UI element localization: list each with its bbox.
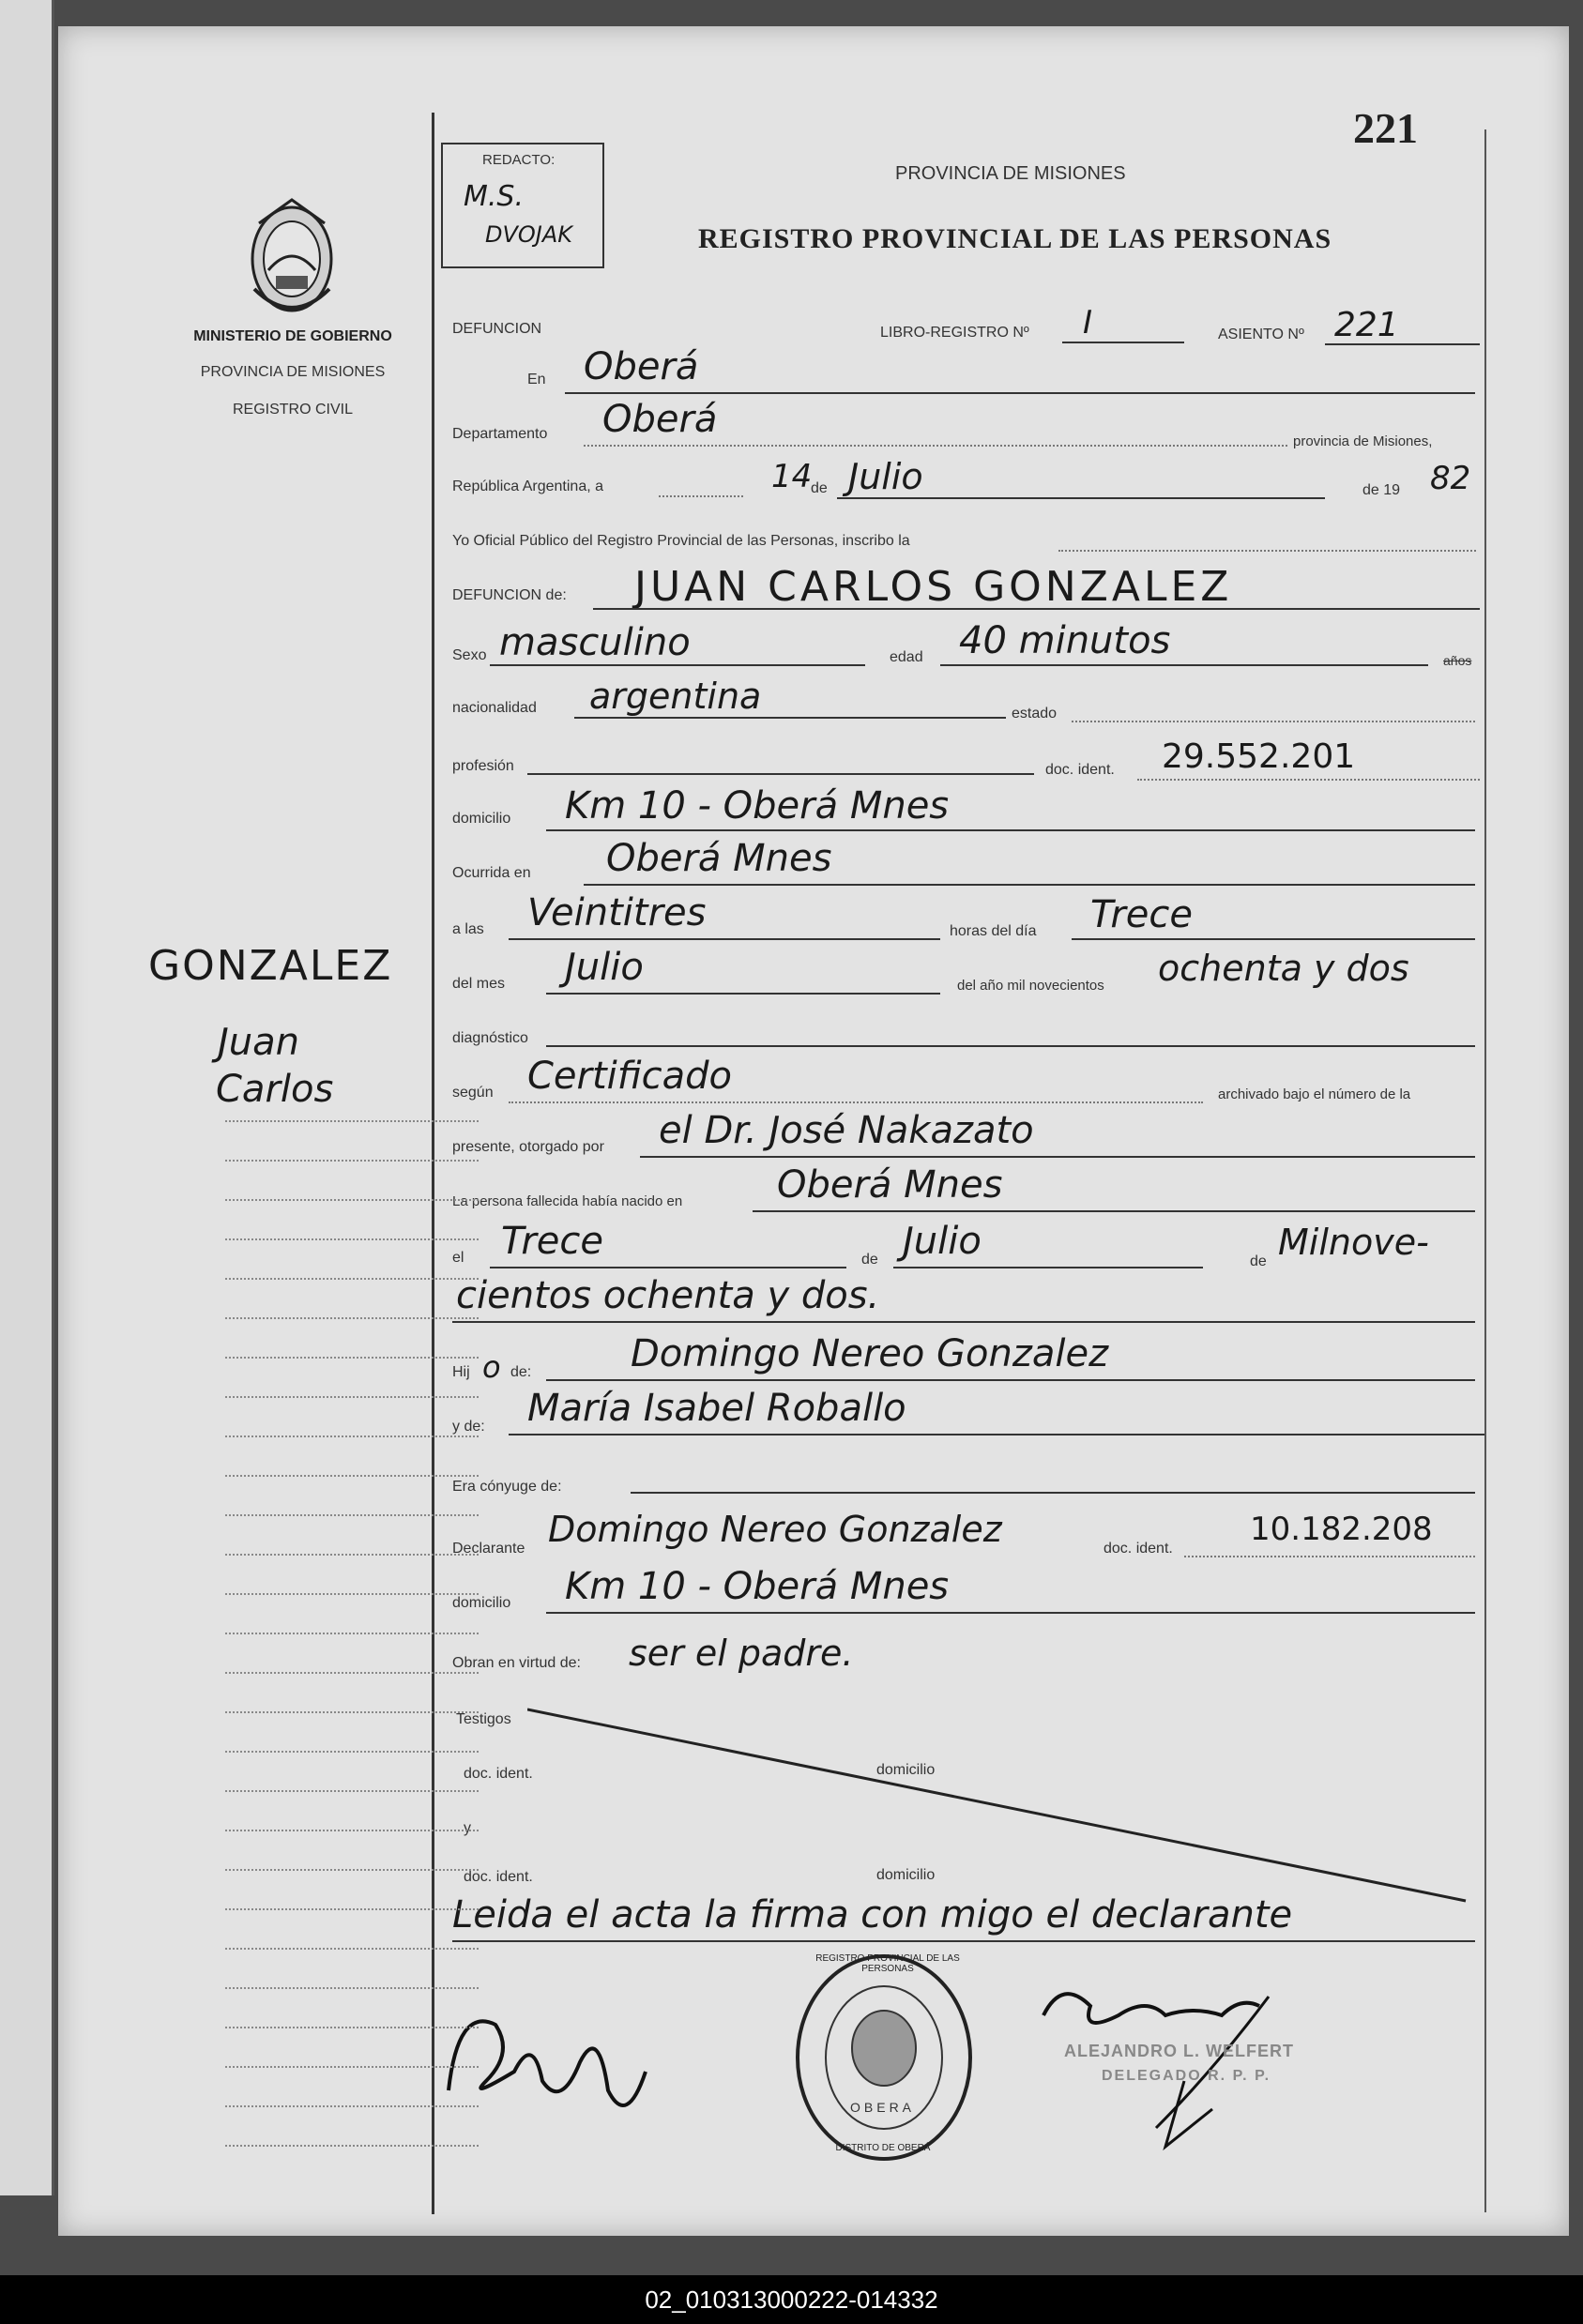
hijo-suffix: o [482,1349,501,1385]
sexo-label: Sexo [452,647,487,663]
margin-given-1: Juan [218,1021,300,1064]
declarante-name: Domingo Nereo Gonzalez [548,1509,1002,1550]
nacionalidad-line [574,717,1006,719]
presente-value: el Dr. José Nakazato [659,1109,1034,1152]
docident-label: doc. ident. [1045,762,1115,778]
official-title: DELEGADO R. P. P. [1102,2068,1271,2084]
libro-line [1062,342,1184,343]
declarante-dom-value: Km 10 - Oberá Mnes [565,1565,950,1608]
segun-value: Certificado [527,1055,732,1098]
province-heading: PROVINCIA DE MISIONES [895,163,1126,184]
el-line [490,1267,846,1268]
asiento-value: 221 [1334,306,1399,344]
deceased-name: JUAN CARLOS GONZALEZ [634,563,1233,611]
margin-dotted-line [225,1711,479,1713]
registry-stamp [790,1950,978,2165]
margin-dotted-line [225,2066,479,2068]
ocurrida-label: Ocurrida en [452,865,531,881]
redacto-label: REDACTO: [482,152,556,168]
presente-line [640,1156,1475,1158]
document-page [58,26,1569,2236]
margin-dotted-line [225,1554,479,1556]
libro-value: I [1083,304,1093,342]
margin-dotted-line [225,2145,479,2147]
profesion-line [527,773,1034,775]
horas-value: Trece [1090,893,1193,936]
father-line [546,1379,1475,1381]
horas-label: horas del día [950,923,1037,939]
el-label: el [452,1250,464,1266]
testigo-doc-label: doc. ident. [464,1766,533,1782]
redacto-initials: M.S. [464,180,524,213]
day-de-label: de [811,480,828,496]
en-label: En [527,372,546,387]
provincia-label: PROVINCIA DE MISIONES [200,364,386,380]
margin-given-2: Carlos [216,1068,334,1111]
closing-line [452,1940,1475,1942]
ocurrida-value: Oberá Mnes [606,837,832,880]
testigo-dom2-label: domicilio [876,1867,936,1883]
nacido-value: Oberá Mnes [777,1163,1003,1207]
asiento-line [1325,343,1480,345]
declarante-label: Declarante [452,1541,525,1557]
margin-dotted-line [225,1278,479,1280]
margin-dotted-line [225,1672,479,1674]
testigo-dom-label: domicilio [876,1762,936,1778]
delano-value: ochenta y dos [1158,948,1409,989]
defuncion-label: DEFUNCION [452,321,542,337]
obran-value: ser el padre. [629,1633,854,1674]
defuncion-de-label: DEFUNCION de: [452,587,567,603]
margin-dotted-line [225,1633,479,1634]
alas-line [509,938,940,940]
en-value: Oberá [584,345,699,388]
declarante-doc-value: 10.182.208 [1250,1511,1433,1548]
redacto-box [441,143,604,268]
domicilio-line [546,829,1475,831]
obran-label: Obran en virtud de: [452,1655,581,1671]
margin-surname: GONZALEZ [148,942,393,990]
alas-label: a las [452,921,484,937]
segun-label: según [452,1085,494,1101]
margin-dotted-line [225,1396,479,1398]
delano-label: del año mil novecientos [957,978,1104,994]
testigo-y-label: y [464,1820,471,1836]
de2-value: Julio [903,1220,982,1263]
sexo-value: masculino [499,621,691,664]
libro-label: LIBRO-REGISTRO Nº [880,325,1029,341]
provincial-emblem-icon [240,186,343,327]
declarante-dom-line [546,1612,1475,1614]
edad-value: 40 minutos [959,619,1171,662]
declarante-doc-label: doc. ident. [1104,1541,1173,1557]
image-id-caption: 02_010313000222-014332 [645,2286,938,2314]
asiento-label: ASIENTO Nº [1218,327,1304,342]
registry-title: REGISTRO PROVINCIAL DE LAS PERSONAS [698,223,1332,254]
de2-line [893,1267,1203,1268]
anos-label: años [1443,653,1472,668]
previous-page-edge [0,0,54,2195]
docident-value: 29.552.201 [1162,737,1356,776]
segun-line [509,1101,1203,1103]
closing-statement: Leida el acta la firma con migo el declarante [452,1893,1293,1937]
sexo-line [490,664,865,666]
year-label: de 19 [1362,482,1401,498]
day-value: 14 [771,458,813,495]
edad-line [940,664,1428,666]
hijo-label: Hij [452,1364,470,1380]
oficial-text: Yo Oficial Público del Registro Provincial de las Personas, inscribo la [452,533,910,549]
diagnostico-label: diagnóstico [452,1030,528,1046]
margin-dotted-line [225,1357,479,1359]
diagnostico-line [546,1045,1475,1047]
mother-name: María Isabel Roballo [527,1387,906,1430]
en-line [565,392,1475,394]
left-column-rule [432,113,434,2214]
margin-dotted-line [225,1199,479,1201]
declarant-signature [430,1968,674,2147]
el-value: Trece [501,1220,603,1263]
de2-label: de [861,1252,878,1268]
conyuge-line [631,1492,1475,1494]
margin-dotted-line [225,1514,479,1516]
edad-label: edad [890,649,923,665]
continuation-line [452,1321,1475,1323]
margin-dotted-line [225,1160,479,1162]
yde-label: y de: [452,1419,485,1435]
domicilio-label: domicilio [452,811,511,827]
declarante-doc-line [1184,1556,1475,1557]
stamp-bottom-text: DISTRITO DE OBERÁ [835,2143,931,2153]
oficial-line [1058,550,1476,552]
archivado-label: archivado bajo el número de la [1218,1086,1411,1102]
estado-label: estado [1012,706,1058,722]
de3-value: Milnove- [1278,1222,1429,1263]
domicilio-value: Km 10 - Oberá Mnes [565,784,950,828]
margin-dotted-line [225,1317,479,1319]
republica-label: República Argentina, a [452,478,603,494]
estado-line [1072,721,1475,722]
departamento-label: Departamento [452,426,548,442]
delmes-line [546,993,940,995]
ocurrida-line [584,884,1475,886]
stamp-city: OBERA [850,2100,916,2115]
nacido-line [753,1210,1475,1212]
testigos-label: Testigos [456,1711,511,1727]
margin-dotted-line [225,1475,479,1477]
testigos-strike-line [527,1706,1484,1912]
provincia-suffix: provincia de Misiones, [1293,433,1433,449]
date-continuation: cientos ochenta y dos. [456,1274,880,1317]
margin-dotted-line [225,1948,479,1950]
margin-dotted-line [225,1908,479,1910]
conyuge-label: Era cónyuge de: [452,1479,562,1495]
margin-dotted-line [225,1120,479,1122]
nacido-label: La persona fallecida había nacido en [452,1193,683,1209]
nacionalidad-label: nacionalidad [452,700,537,716]
departamento-line [584,445,1287,447]
testigo-doc2-label: doc. ident. [464,1869,533,1885]
margin-dotted-line [225,1593,479,1595]
father-name: Domingo Nereo Gonzalez [631,1332,1109,1375]
hijo-de-label: de: [510,1364,532,1380]
margin-dotted-line [225,1869,479,1871]
page-number: 221 [1353,104,1418,152]
delmes-value: Julio [565,946,644,989]
redacto-name: DVOJAK [485,221,573,248]
profesion-label: profesión [452,758,514,774]
margin-dotted-line [225,1751,479,1753]
presente-label: presente, otorgado por [452,1139,604,1155]
month-line [837,497,1325,499]
stamp-top-text: REGISTRO PROVINCIAL DE LAS PERSONAS [815,1953,960,1974]
nacionalidad-value: argentina [589,676,762,717]
year-value: 82 [1430,460,1471,497]
republica-line [659,495,743,497]
margin-dotted-line [225,1238,479,1240]
official-name: ALEJANDRO L. WELFERT [1064,2042,1294,2060]
declarante-dom-label: domicilio [452,1595,511,1611]
horas-line [1072,938,1475,940]
margin-dotted-line [225,1790,479,1792]
margin-dotted-line [225,1435,479,1437]
margin-dotted-line [225,1830,479,1831]
right-column-rule [1484,129,1486,2212]
docident-line [1137,779,1480,781]
de3-label: de [1250,1253,1267,1269]
alas-value: Veintitres [527,891,707,934]
mother-line [509,1434,1484,1435]
deceased-line [593,608,1480,610]
delmes-label: del mes [452,976,506,992]
margin-dotted-line [225,1987,479,1989]
month-value: Julio [848,456,923,497]
departamento-value: Oberá [602,398,718,441]
margin-dotted-line [225,2105,479,2107]
ministerio-label: MINISTERIO DE GOBIERNO [193,328,392,344]
registro-civil-label: REGISTRO CIVIL [232,402,354,418]
margin-dotted-line [225,2027,479,2028]
